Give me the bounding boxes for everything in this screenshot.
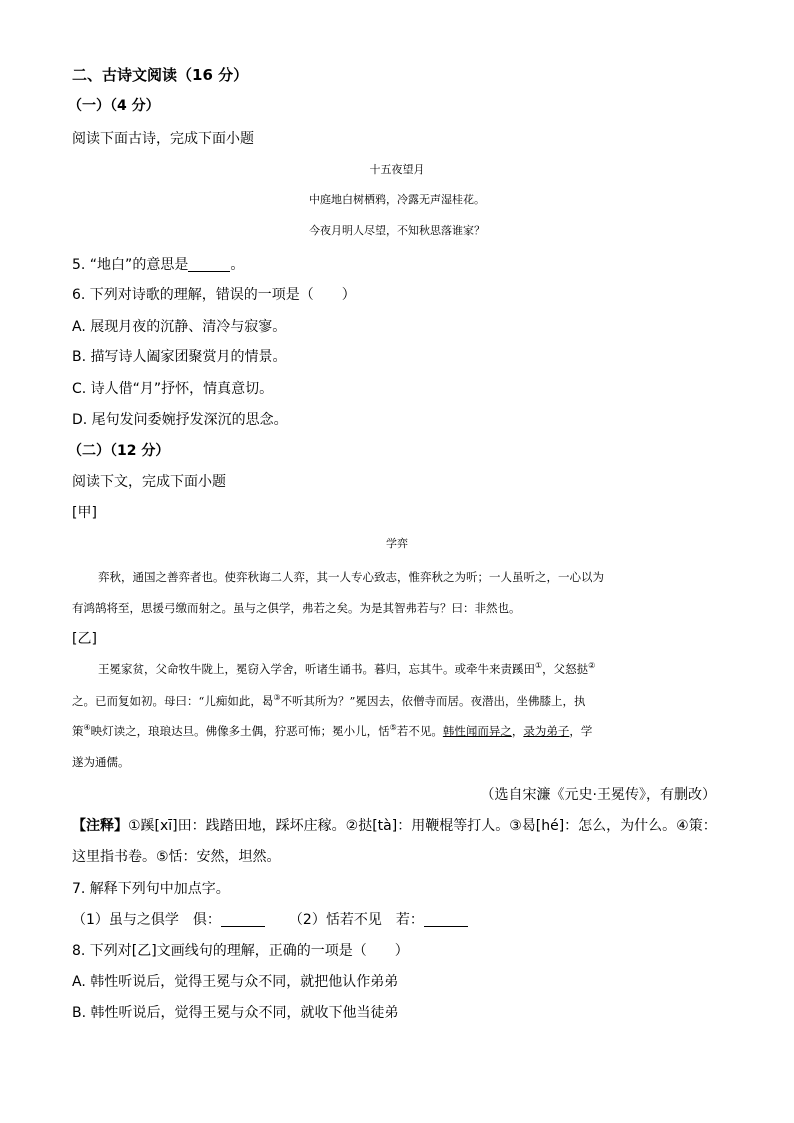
- passage-text: 若不见。: [396, 724, 443, 738]
- poem-line-1: 中庭地白树栖鸦，冷露无声湿桂花。: [309, 193, 485, 206]
- underlined-sentence: 录为弟子: [523, 724, 570, 738]
- passage-text: 映灯读之，琅琅达旦。佛像多土偶，狞恶可怖；冕小儿，恬: [90, 724, 390, 738]
- note-marker: ①: [535, 661, 543, 671]
- note-marker: ④: [83, 723, 91, 733]
- question-6-option-a: A. 展现月夜的沉静、清冷与寂寥。: [72, 319, 287, 335]
- passage-text: ，: [511, 724, 524, 738]
- section-title: 二、古诗文阅读（16 分）: [72, 66, 249, 84]
- answer-blank[interactable]: [188, 257, 230, 272]
- answer-blank[interactable]: [424, 912, 468, 927]
- poem-line-2: 今夜月明人尽望，不知秋思落谁家？: [309, 224, 485, 237]
- passage-jia-line-2: 有鸿鹄将至，思援弓缴而射之。虽与之俱学，弗若之矣。为是其智弗若与？曰：非然也。: [72, 601, 521, 615]
- question-8-stem: 8. 下列对[乙]文画线句的理解，正确的一项是（ ）: [72, 943, 409, 959]
- question-8-option-b: B. 韩性听说后，觉得王冕与众不同，就收下他当徒弟: [72, 1005, 399, 1021]
- question-6-stem: 6. 下列对诗歌的理解，错误的一项是（ ）: [72, 287, 356, 303]
- notes-text: ①蹊[xī]田：践踏田地，踩坏庄稼。②挞[tà]：用鞭棍等打人。③曷[hé]：怎么，为什么。④策：: [128, 818, 717, 834]
- part1-instruction: 阅读下面古诗，完成下面小题: [72, 131, 254, 147]
- note-marker: ③: [273, 693, 281, 703]
- passage-text: 策: [72, 724, 84, 738]
- passage-yi-line-2: [72, 691, 585, 711]
- notes-label: 【注释】: [72, 818, 128, 834]
- passage-source: （选自宋濂《元史·王冕传》，有删改）: [480, 787, 716, 803]
- answer-blank[interactable]: [221, 912, 265, 927]
- question-5-end: 。: [230, 257, 245, 273]
- question-6-option-b: B. 描写诗人阖家团聚赏月的情景。: [72, 349, 287, 365]
- passage-jia-line-1: 弈秋，通国之善弈者也。使弈秋诲二人弈，其一人专心致志，惟弈秋之为听；一人虽听之，一心以为: [98, 570, 604, 584]
- underlined-sentence: 韩性闻而异之: [442, 724, 512, 738]
- passage-jia-title: 学弈: [386, 537, 408, 550]
- passage-text: ，父怒挞: [542, 662, 589, 676]
- question-6-option-c: C. 诗人借“月”抒怀，情真意切。: [72, 381, 274, 397]
- question-8-option-a: A. 韩性听说后，觉得王冕与众不同，就把他认作弟弟: [72, 974, 399, 990]
- note-marker: ⑤: [389, 723, 397, 733]
- poem-title: 十五夜望月: [369, 163, 425, 176]
- question-5-stem: 5. “地白”的意思是: [72, 257, 189, 273]
- notes-line-2: 这里指书卷。⑤恬：安然，坦然。: [72, 849, 281, 865]
- passage-text: ，学: [569, 724, 593, 738]
- passage-yi-line-3: [72, 721, 592, 741]
- question-7-part-2: （2）恬若不见 若：: [288, 912, 424, 928]
- part2-instruction: 阅读下文，完成下面小题: [72, 474, 226, 490]
- passage-text: 王冕家贫，父命牧牛陇上，冕窃入学舍，听诸生诵书。暮归，忘其牛。或牵牛来责蹊田: [98, 662, 535, 676]
- question-5: [72, 255, 244, 275]
- part1-heading: （一）（4 分）: [68, 98, 160, 114]
- passage-yi-line-1: [98, 659, 595, 679]
- note-marker: ②: [588, 661, 596, 671]
- passage-yi-line-4: 遂为通儒。: [72, 755, 130, 769]
- passage-yi-label: [乙]: [72, 631, 97, 647]
- notes-line-1: [72, 816, 717, 836]
- question-7-part-1: （1）虽与之俱学 俱：: [72, 912, 221, 928]
- question-6-option-d: D. 尾句发问委婉抒发深沉的思念。: [72, 412, 288, 428]
- passage-jia-label: [甲]: [72, 505, 97, 521]
- part2-heading: （二）（12 分）: [68, 443, 170, 459]
- passage-text: 不听其所为？”冕因去，依僧寺而居。夜潜出，坐佛膝上，执: [280, 694, 586, 708]
- passage-text: 之。已而复如初。母曰：“儿痴如此，曷: [72, 694, 274, 708]
- question-7-stem: 7. 解释下列句中加点字。: [72, 881, 230, 897]
- question-7-parts: [72, 910, 468, 930]
